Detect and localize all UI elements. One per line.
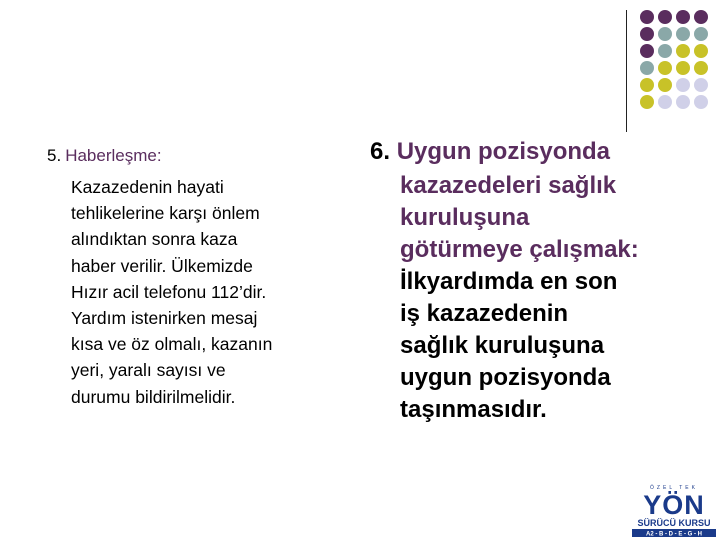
- decorative-dot: [676, 44, 690, 58]
- decorative-dot: [640, 61, 654, 75]
- decorative-dot: [676, 78, 690, 92]
- right-body-line: İlkyardımda en son: [400, 268, 618, 295]
- right-heading-text: Uygun pozisyonda: [396, 138, 611, 165]
- logo-sub-text: SÜRÜCÜ KURSU: [637, 518, 711, 528]
- decorative-dot: [658, 95, 672, 109]
- decorative-dot: [676, 95, 690, 109]
- decorative-dot: [694, 44, 708, 58]
- left-body-line: Kazazedenin hayati: [71, 177, 224, 197]
- right-body-line: iş kazazedenin: [400, 300, 569, 327]
- decorative-dot: [676, 61, 690, 75]
- left-body-line: kısa ve öz olmalı, kazanın: [71, 334, 273, 355]
- decorative-dot: [658, 10, 672, 24]
- left-body-line: durumu bildirilmelidir.: [71, 386, 236, 407]
- decorative-dot: [640, 27, 654, 41]
- right-sub-line: kazazedeleri sağlık: [400, 172, 617, 199]
- driving-school-logo: [630, 482, 718, 538]
- right-section-heading: [370, 138, 610, 166]
- decorative-dot: [658, 44, 672, 58]
- left-body-line: Yardım istenirken mesaj: [71, 308, 258, 329]
- decorative-dot: [640, 10, 654, 24]
- decorative-dot: [658, 78, 672, 92]
- decorative-dot: [694, 95, 708, 109]
- right-body-line: sağlık kuruluşuna: [400, 332, 605, 359]
- left-section-heading: [47, 146, 162, 166]
- left-body-line: tehlikelerine karşı önlem: [71, 203, 260, 224]
- left-section-body: [71, 174, 371, 410]
- logo-classes-text: A2 - B - D - E - G - H: [646, 531, 702, 538]
- left-body-line: Hızır acil telefonu 112’dir.: [71, 281, 267, 302]
- decorative-dot: [694, 10, 708, 24]
- left-body-line: alındıktan sonra kaza: [71, 229, 238, 250]
- left-body-line: haber verilir. Ülkemizde: [71, 255, 253, 276]
- right-heading-number: 6.: [370, 138, 391, 165]
- decorative-dot: [658, 61, 672, 75]
- decorative-dot: [640, 78, 654, 92]
- left-heading-text: Haberleşme:: [65, 146, 162, 165]
- decorative-dot: [676, 10, 690, 24]
- decorative-dot-grid: [620, 8, 720, 128]
- right-section-body: [400, 266, 700, 426]
- decorative-dot: [694, 61, 708, 75]
- decorative-dot: [676, 27, 690, 41]
- right-body-line: taşınmasıdır.: [400, 396, 547, 423]
- right-section-subheading: [400, 170, 700, 266]
- logo-top-text: ÖZEL TEK: [650, 485, 698, 491]
- decorative-dot: [694, 78, 708, 92]
- right-sub-line: götürmeye çalışmak:: [400, 236, 639, 263]
- decorative-dot: [640, 95, 654, 109]
- right-body-line: uygun pozisyonda: [400, 364, 611, 391]
- right-sub-line: kuruluşuna: [400, 204, 530, 231]
- decorative-dot: [694, 27, 708, 41]
- logo-main-text: YÖN: [643, 490, 705, 520]
- left-heading-number: 5.: [47, 146, 62, 165]
- decorative-dot: [658, 27, 672, 41]
- decorative-dot: [640, 44, 654, 58]
- left-body-line: yeri, yaralı sayısı ve: [71, 360, 226, 381]
